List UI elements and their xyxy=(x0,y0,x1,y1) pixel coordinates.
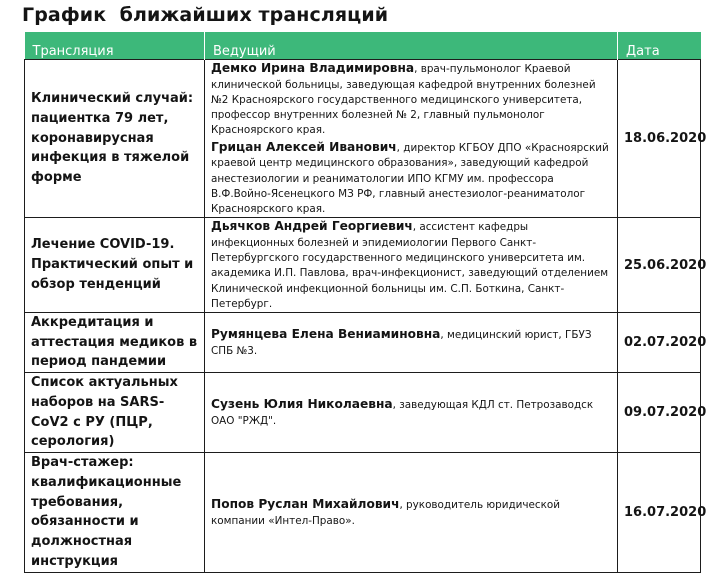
host-name: Попов Руслан Михайлович xyxy=(211,496,400,511)
table-row xyxy=(25,453,701,573)
host-entry xyxy=(211,139,611,218)
broadcast-date: 16.07.2020 xyxy=(618,453,701,573)
broadcast-date: 02.07.2020 xyxy=(618,312,701,372)
host-description: , заведующая КДЛ ст. Петрозаводск ОАО "РЖД". xyxy=(211,399,594,427)
host-description: , врач-пульмонолог Краевой клинической больницы, заведующая кафедрой внутренних болезней №2 Красноярского государственного медицинского университета, профессор внутренних болезней № 2, главный пульмонолог Красноярского края. xyxy=(211,63,596,137)
table-header-row xyxy=(25,32,701,60)
broadcast-topic: Лечение COVID-19. Практический опыт и обзор тенденций xyxy=(25,218,205,313)
host-name: Грицан Алексей Иванович xyxy=(211,139,397,154)
column-header-host: Ведущий xyxy=(205,32,618,60)
table-row xyxy=(25,218,701,313)
host-description: , медицинский юрист, ГБУЗ СПБ №3. xyxy=(211,329,592,357)
broadcast-topic: Список актуальных наборов на SARS-CoV2 с РУ (ПЦР, серология) xyxy=(25,373,205,453)
host-entry xyxy=(211,326,611,359)
broadcast-date: 25.06.2020 xyxy=(618,218,701,313)
host-entry xyxy=(211,60,611,139)
broadcast-topic: Врач-стажер: квалификационные требования, обязанности и должностная инструкция xyxy=(25,453,205,573)
broadcast-topic: Аккредитация и аттестация медиков в период пандемии xyxy=(25,312,205,372)
broadcast-topic: Клинический случай: пациентка 79 лет, коронавирусная инфекция в тяжелой форме xyxy=(25,60,205,218)
host-entry xyxy=(211,218,611,312)
broadcast-hosts xyxy=(205,60,618,218)
host-description: , ассистент кафедры инфекционных болезней и эпидемиологии Первого Санкт-Петербургского государственного медицинского университета им. академика И.П. Павлова, врач-инфекционист, заведующий отделением Клинической инфекционной больницы им. С.П. Боткина, Санкт-Петербург. xyxy=(211,221,609,310)
host-entry xyxy=(211,396,611,429)
broadcast-hosts xyxy=(205,218,618,313)
broadcast-date: 09.07.2020 xyxy=(618,373,701,453)
table-row xyxy=(25,60,701,218)
column-header-topic: Трансляция xyxy=(25,32,205,60)
column-header-date: Дата xyxy=(618,32,701,60)
broadcast-hosts xyxy=(205,312,618,372)
broadcast-hosts xyxy=(205,453,618,573)
host-name: Сузень Юлия Николаевна xyxy=(211,397,393,412)
host-entry xyxy=(211,496,611,529)
broadcast-hosts xyxy=(205,373,618,453)
table-row xyxy=(25,373,701,453)
host-name: Демко Ирина Владимировна xyxy=(211,61,415,75)
host-name: Дьячков Андрей Георгиевич xyxy=(211,219,413,234)
table-row xyxy=(25,312,701,372)
broadcast-date: 18.06.2020 xyxy=(618,60,701,218)
page-title: График ближайших трансляций xyxy=(22,4,389,26)
host-name: Румянцева Елена Вениаминовна xyxy=(211,327,441,341)
host-description: , руководитель юридической компании «Интел-Право». xyxy=(211,498,561,527)
broadcast-schedule-table xyxy=(24,32,707,573)
host-description: , директор КГБОУ ДПО «Красноярский краевой центр медицинского образования», заведующий кафедрой анестезиологии и реаниматологии ИПО КГМУ им. профессора В.Ф.Войно-Ясенецкого МЗ РФ, главный анестезиолог-реаниматолог Красноярского края. xyxy=(211,141,609,215)
